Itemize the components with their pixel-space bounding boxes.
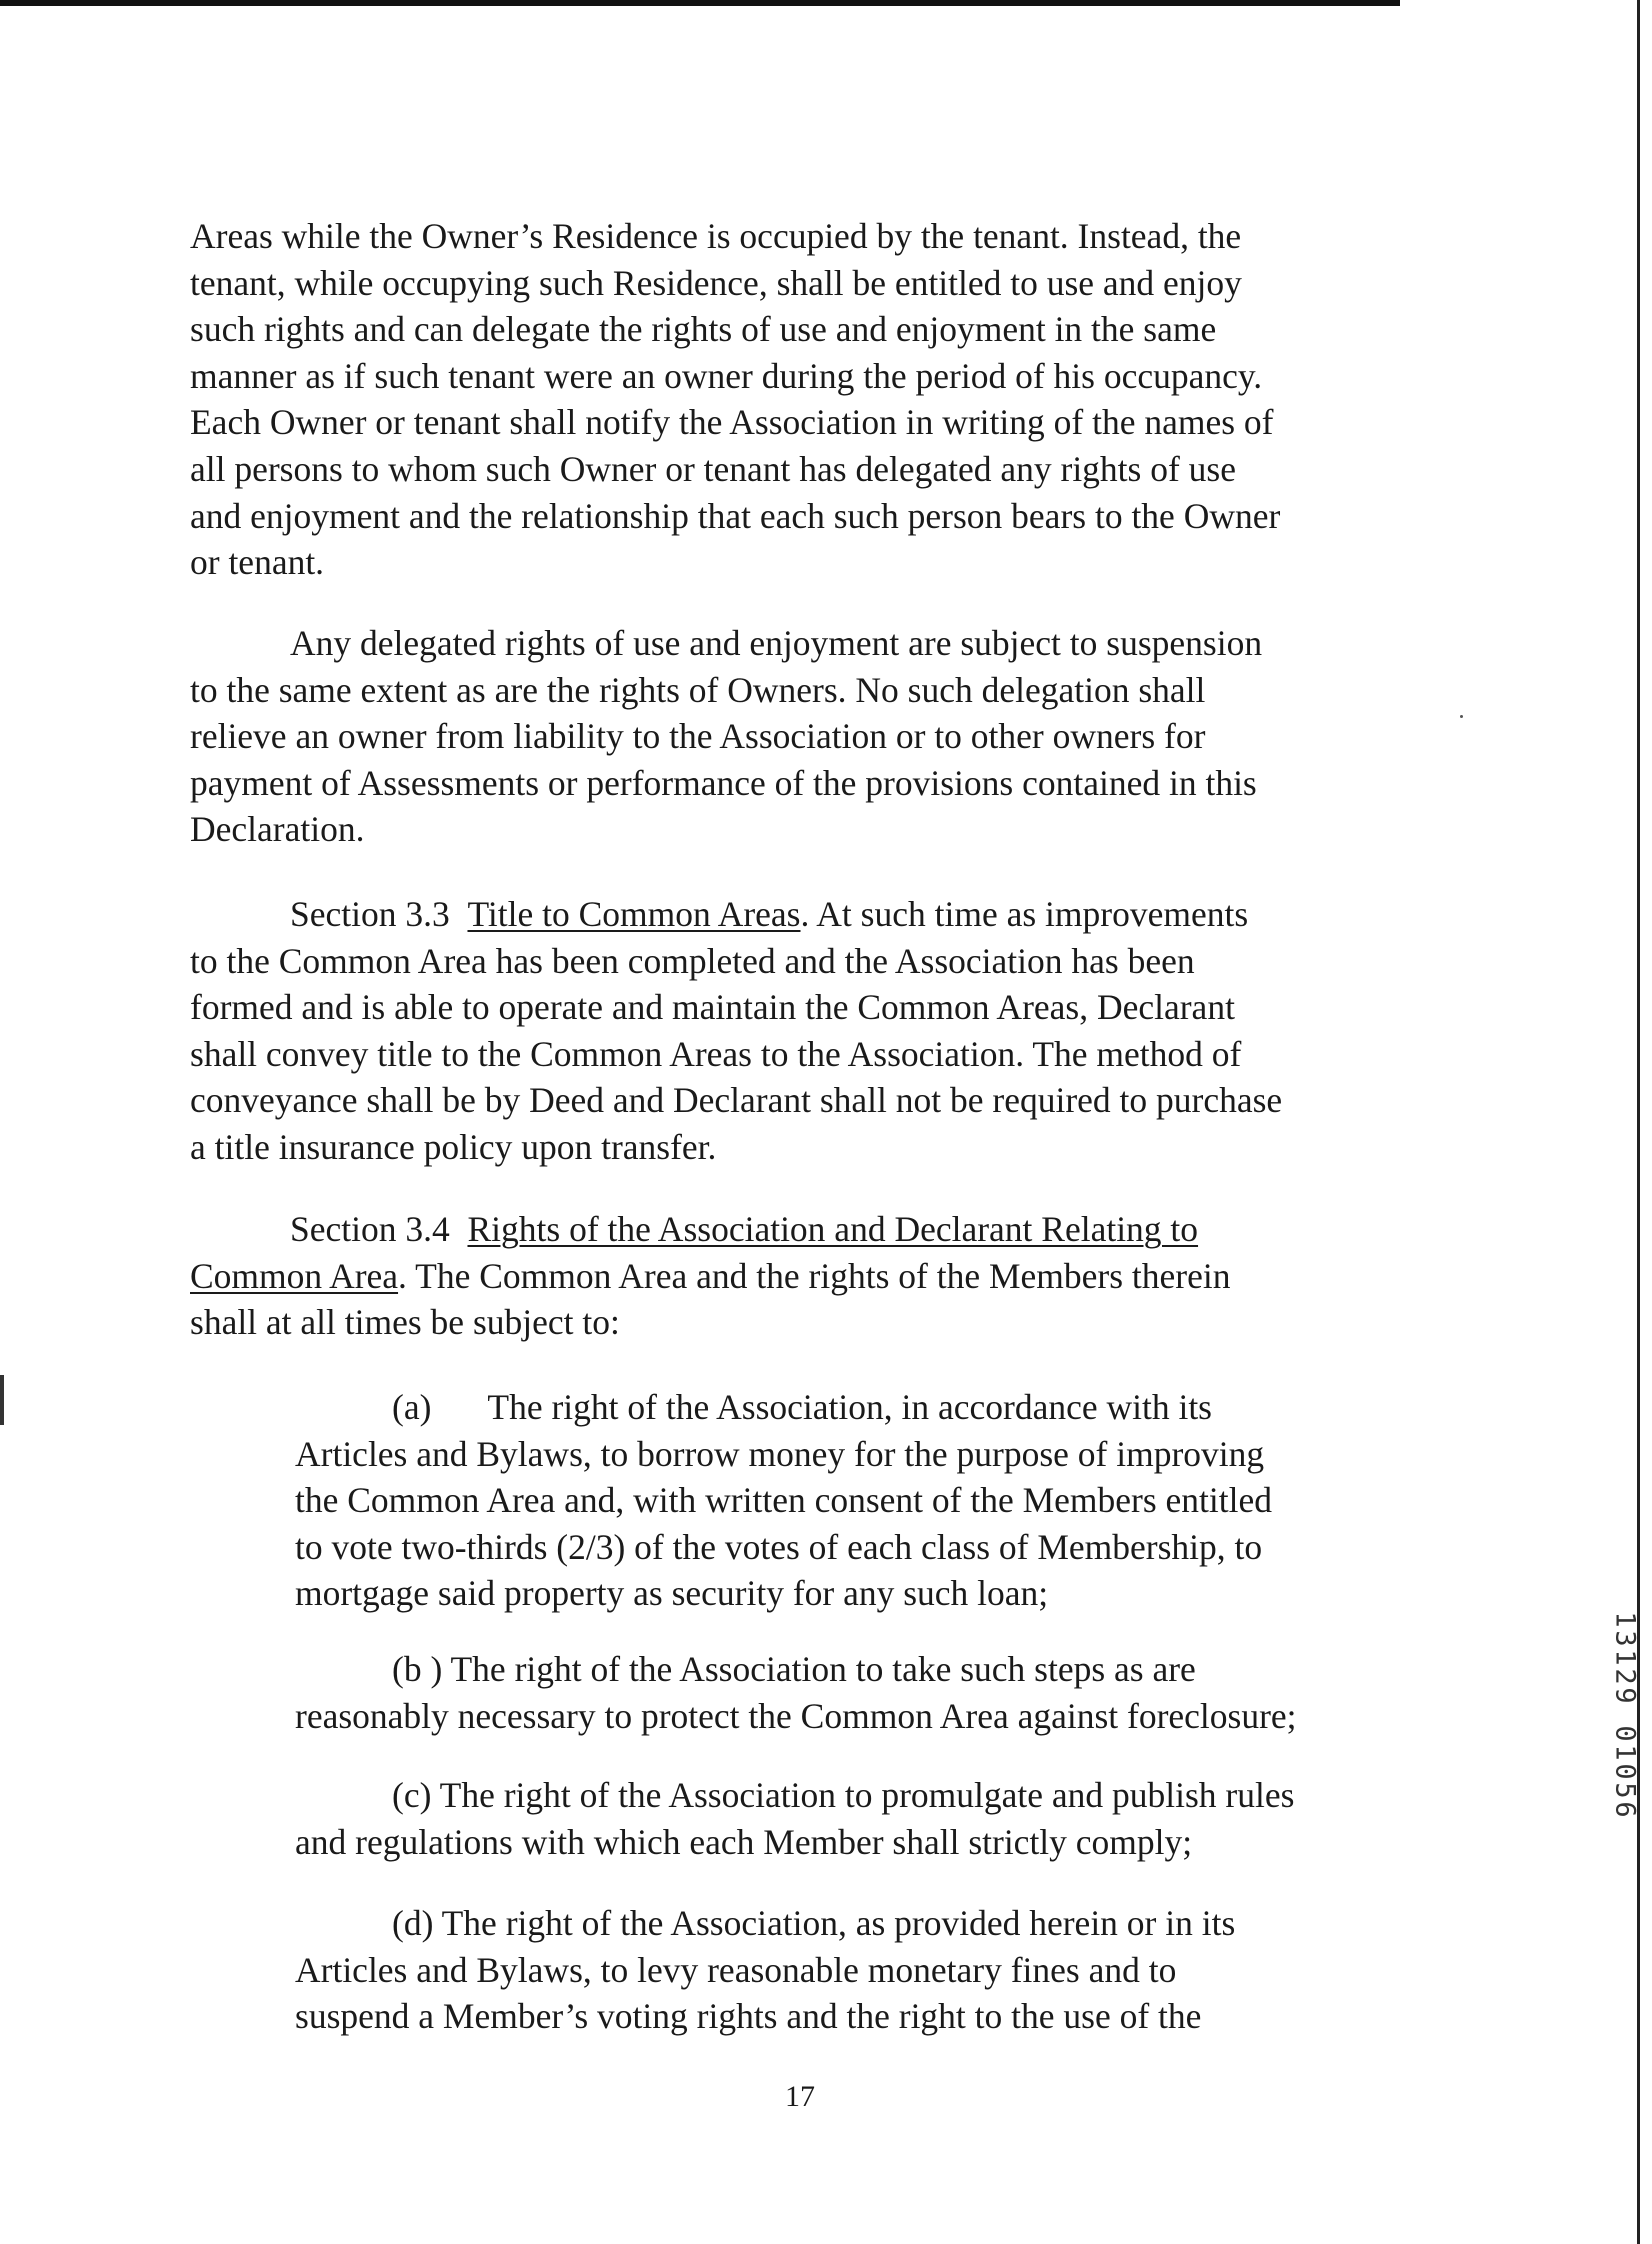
text-line: tenant, while occupying such Residence, shall be entitled to use and enjoy	[190, 262, 1242, 303]
text-line-content: The right of the Association, in accordance with its	[487, 1387, 1213, 1427]
text-line: shall convey title to the Common Areas to the Association. The method of	[190, 1033, 1242, 1074]
text-line-content: . The Common Area and the rights of the Members therein	[398, 1255, 1231, 1296]
item-first-line	[295, 1646, 1405, 1693]
section-heading-line	[190, 891, 1400, 938]
item-c	[295, 1772, 1405, 1865]
text-line: Articles and Bylaws, to borrow money for the purpose of improving	[295, 1433, 1265, 1474]
item-d	[295, 1900, 1405, 2040]
scan-left-mark	[0, 1375, 4, 1425]
text-line: the Common Area and, with written consent of the Members entitled	[295, 1480, 1273, 1521]
text-line-content: Any delegated rights of use and enjoyment are subject to suspension	[290, 623, 1263, 663]
section-heading-line	[190, 1206, 1400, 1253]
item-first-line	[295, 1772, 1405, 1819]
page-number: 17	[785, 2080, 815, 2113]
text-line: suspend a Member’s voting rights and the right to the use of the	[295, 1996, 1202, 2037]
text-line: such rights and can delegate the rights of use and enjoyment in the same	[190, 309, 1217, 350]
text-line: Declaration.	[190, 809, 365, 850]
text-line: and enjoyment and the relationship that each such person bears to the Owner	[190, 495, 1281, 536]
text-line: mortgage said property as security for any such loan;	[295, 1573, 1049, 1614]
text-line: to the Common Area has been completed and the Association has been	[190, 940, 1195, 981]
text-line: conveyance shall be by Deed and Declarant shall not be required to purchase	[190, 1080, 1283, 1121]
stamp-digit: 1	[1609, 1611, 1641, 1628]
text-line: Areas while the Owner’s Residence is occupied by the tenant. Instead, the	[190, 216, 1242, 256]
text-line: all persons to whom such Owner or tenant has delegated any rights of use	[190, 448, 1237, 489]
text-line-content: . At such time as improvements	[800, 894, 1249, 934]
text-line-content: (c) The right of the Association to promulgate and publish rules	[392, 1775, 1295, 1815]
stamp-digit: 2	[1609, 1668, 1641, 1685]
item-label: (a)	[392, 1387, 432, 1427]
stamp-digit: 5	[1609, 1782, 1641, 1799]
section-number: Section 3.3	[290, 894, 450, 934]
stamp-digit: 3	[1609, 1630, 1641, 1647]
item-a	[295, 1384, 1405, 1617]
item-first-line	[295, 1384, 1405, 1431]
paragraph-delegated-rights	[190, 620, 1400, 853]
text-line: manner as if such tenant were an owner during the period of his occupancy.	[190, 355, 1263, 396]
section-title-continued: Common Area	[190, 1255, 399, 1296]
text-line: a title insurance policy upon transfer.	[190, 1126, 717, 1167]
text-line: relieve an owner from liability to the Association or to other owners for	[190, 716, 1206, 757]
stamp-digit: 1	[1609, 1744, 1641, 1761]
text-line-content: (d) The right of the Association, as provided herein or in its	[392, 1903, 1236, 1943]
section-3-4	[190, 1206, 1400, 1346]
text-line: shall at all times be subject to:	[190, 1302, 620, 1343]
item-first-line	[295, 1900, 1405, 1947]
section-number: Section 3.4	[290, 1209, 450, 1249]
text-line-content: (b ) The right of the Association to take such steps as are	[392, 1649, 1196, 1689]
text-line: or tenant.	[190, 542, 325, 583]
stamp-digit: 6	[1609, 1801, 1641, 1818]
paragraph-continuation	[190, 213, 1400, 586]
text-line	[190, 620, 1400, 667]
recording-stamp	[1610, 1610, 1640, 1819]
stamp-digit: 0	[1609, 1725, 1641, 1742]
stamp-digit: 9	[1609, 1687, 1641, 1704]
text-line: formed and is able to operate and maintain the Common Areas, Declarant	[190, 987, 1235, 1028]
scan-speck	[1460, 715, 1463, 718]
text-line	[190, 1253, 1400, 1300]
item-b	[295, 1646, 1405, 1739]
text-line: Each Owner or tenant shall notify the Association in writing of the names of	[190, 402, 1274, 443]
text-line: to the same extent as are the rights of Owners. No such delegation shall	[190, 669, 1206, 710]
section-title: Title to Common Areas	[467, 894, 801, 934]
text-line: payment of Assessments or performance of the provisions contained in this	[190, 762, 1257, 803]
stamp-digit: 1	[1609, 1649, 1641, 1666]
section-title: Rights of the Association and Declarant Relating to	[467, 1209, 1199, 1249]
scan-right-edge	[1637, 0, 1640, 2244]
stamp-digit: 0	[1609, 1763, 1641, 1780]
text-line: and regulations with which each Member shall strictly comply;	[295, 1821, 1193, 1862]
text-line: Articles and Bylaws, to levy reasonable monetary fines and to	[295, 1949, 1177, 1990]
section-3-3	[190, 891, 1400, 1171]
scan-top-edge	[0, 0, 1400, 6]
text-line: reasonably necessary to protect the Common Area against foreclosure;	[295, 1695, 1297, 1736]
text-line: to vote two-thirds (2/3) of the votes of each class of Membership, to	[295, 1526, 1263, 1567]
